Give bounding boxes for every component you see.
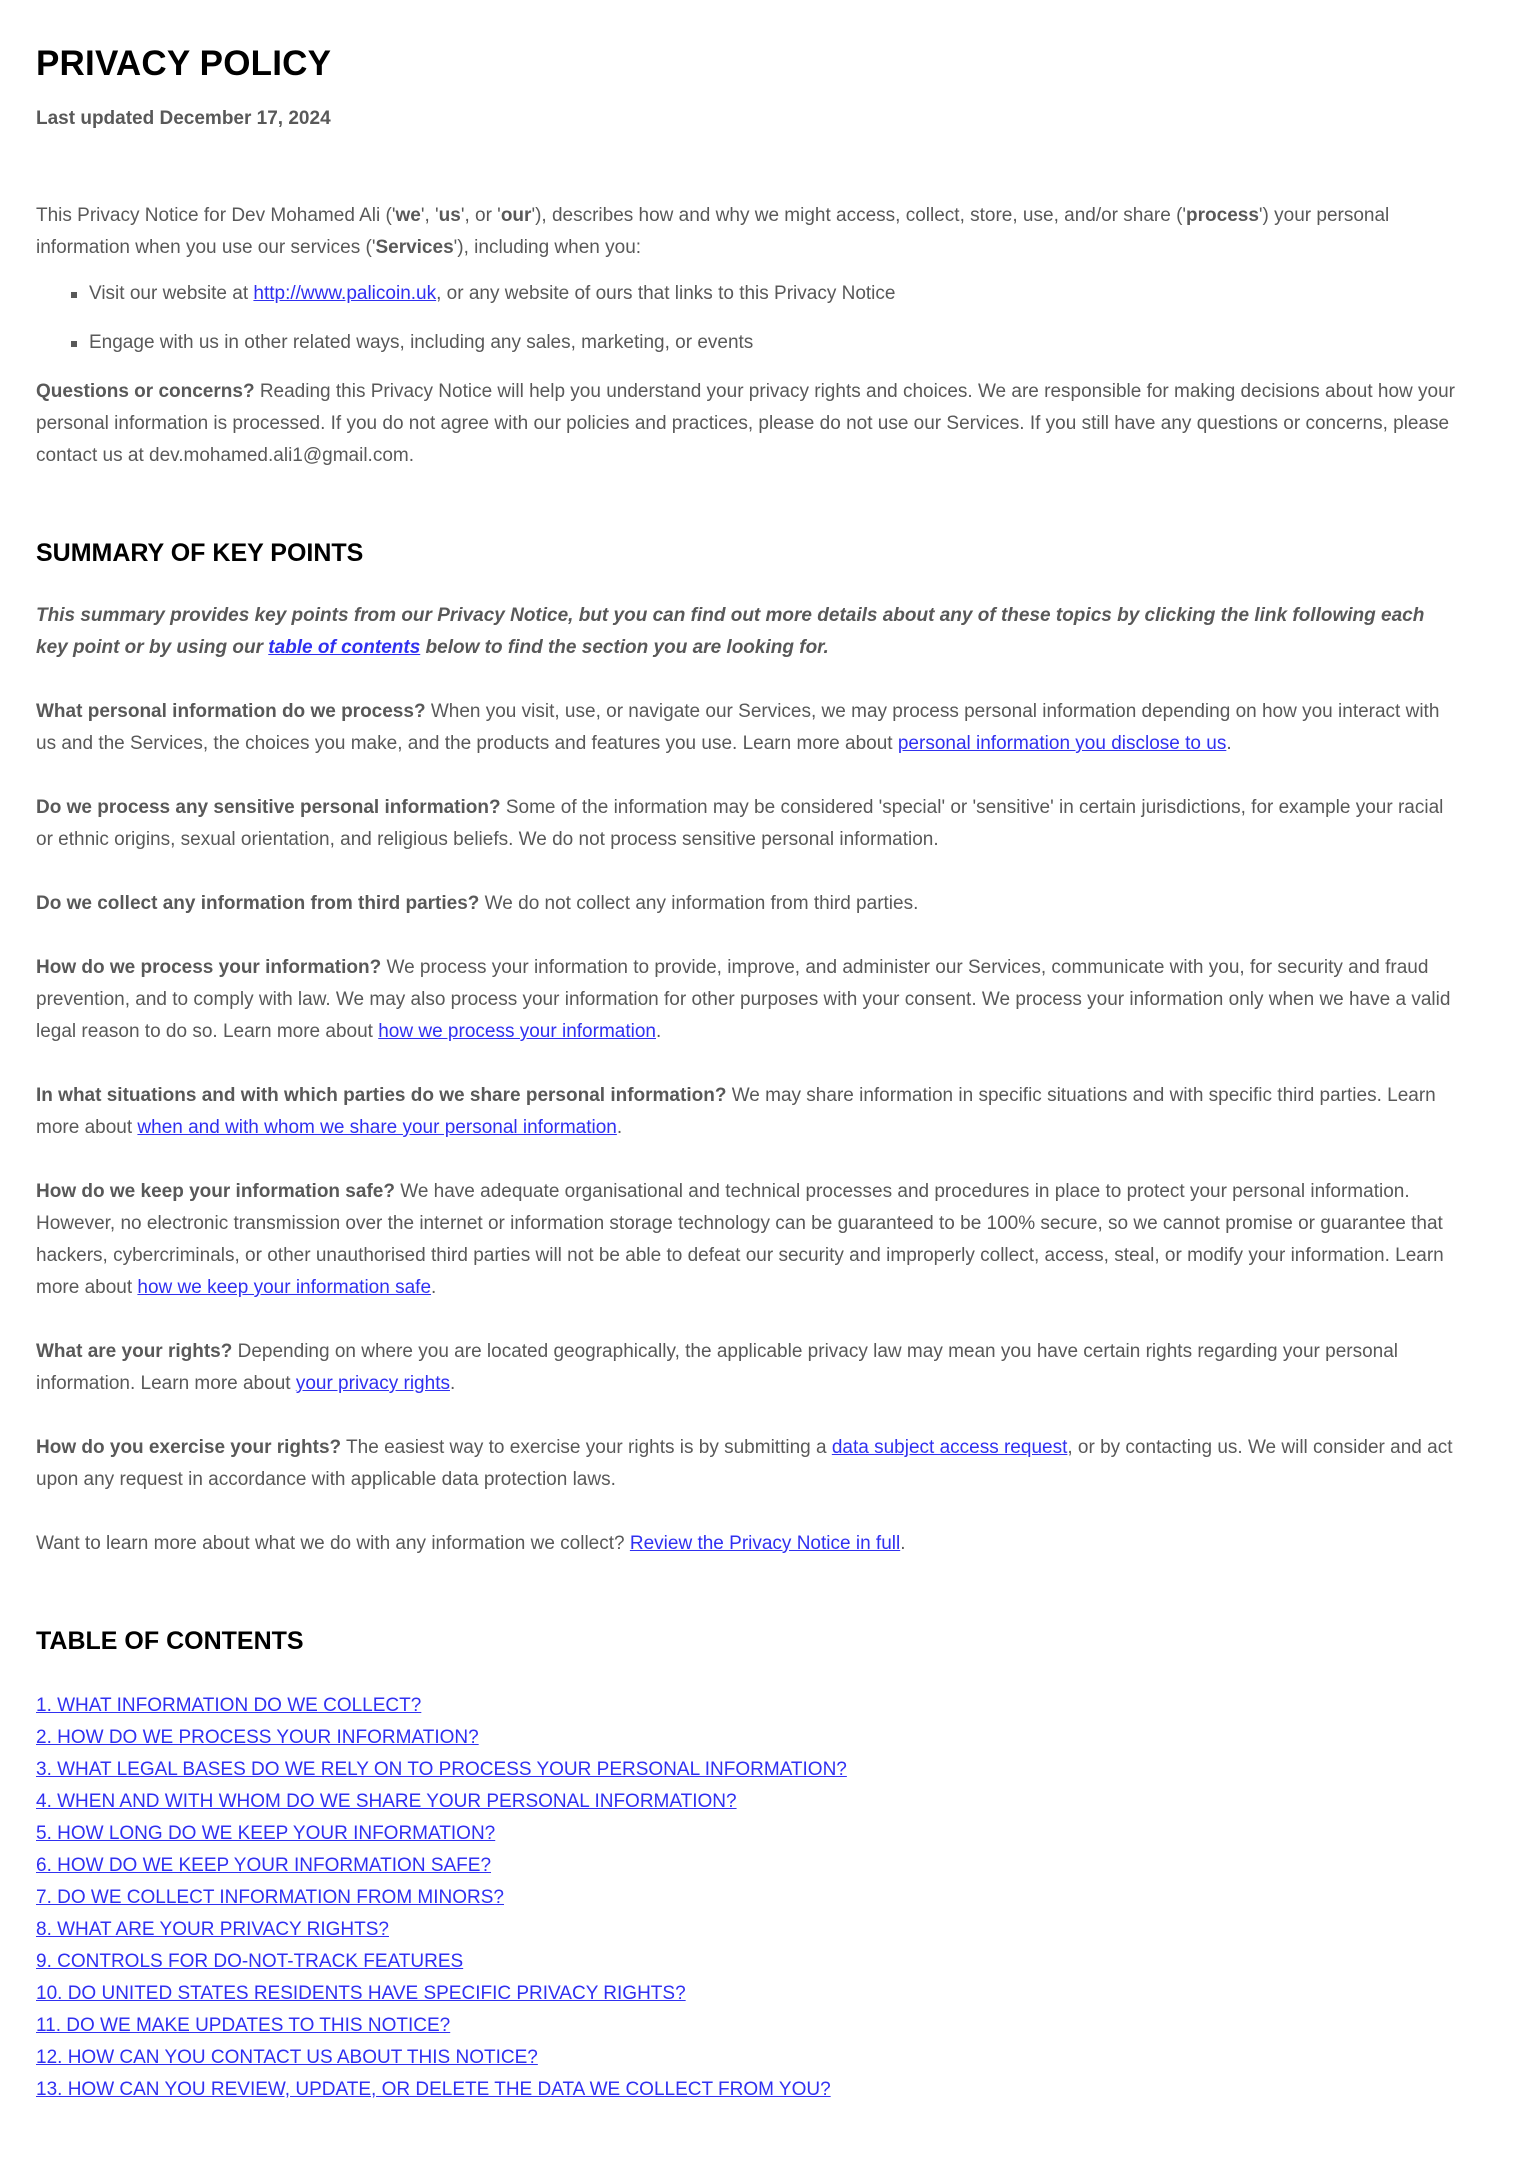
toc-link-7[interactable]: 7. DO WE COLLECT INFORMATION FROM MINORS? <box>36 1887 504 1908</box>
personal-info-link[interactable]: personal information you disclose to us <box>897 733 1227 754</box>
toc-item <box>36 1818 1456 1850</box>
intro-term-our: our <box>500 205 532 226</box>
intro-term-we: we <box>395 205 421 226</box>
website-link[interactable]: http://www.palicoin.uk <box>253 283 437 304</box>
intro-term-us: us <box>438 205 461 226</box>
key-point-question: In what situations and with which parties do we share personal information? <box>36 1085 727 1106</box>
review-full-notice-link[interactable]: Review the Privacy Notice in full <box>629 1533 901 1554</box>
toc-link-1[interactable]: 1. WHAT INFORMATION DO WE COLLECT? <box>36 1695 422 1716</box>
privacy-rights-link[interactable]: your privacy rights <box>295 1373 450 1394</box>
questions-label: Questions or concerns? <box>36 381 255 402</box>
toc-link-2[interactable]: 2. HOW DO WE PROCESS YOUR INFORMATION? <box>36 1727 479 1748</box>
key-point-question: What personal information do we process? <box>36 701 426 722</box>
toc-item <box>36 1914 1456 1946</box>
key-point-sensitive-info <box>36 792 1456 856</box>
key-point-text: The easiest way to exercise your rights is by submitting a <box>341 1437 832 1458</box>
list-item <box>89 278 1456 310</box>
key-point-question: How do you exercise your rights? <box>36 1437 342 1458</box>
toc-link-11[interactable]: 11. DO WE MAKE UPDATES TO THIS NOTICE? <box>36 2015 451 2036</box>
toc-item <box>36 1946 1456 1978</box>
intro-text: This Privacy Notice for Dev Mohamed Ali (' <box>36 205 396 226</box>
info-safe-link[interactable]: how we keep your information safe <box>137 1277 432 1298</box>
table-of-contents <box>36 1690 1456 2106</box>
key-point-text: . <box>1226 733 1232 754</box>
review-text: Want to learn more about what we do with any information we collect? <box>36 1533 630 1554</box>
data-subject-access-request-link[interactable]: data subject access request <box>831 1437 1068 1458</box>
intro-bullet-list <box>36 278 1456 359</box>
key-point-text: . <box>449 1373 456 1394</box>
toc-link-12[interactable]: 12. HOW CAN YOU CONTACT US ABOUT THIS NOTICE? <box>36 2047 538 2068</box>
toc-item <box>36 1786 1456 1818</box>
key-point-text: When you visit, use, or navigate our Services, we may process personal information depending on how you interact with us and the Services, the choices you make, and the products and features you use. Learn more about <box>36 701 1440 754</box>
toc-item <box>36 2010 1456 2042</box>
intro-text: '), including when you: <box>453 237 642 258</box>
toc-item <box>36 1690 1456 1722</box>
questions-paragraph <box>36 376 1456 472</box>
toc-link-5[interactable]: 5. HOW LONG DO WE KEEP YOUR INFORMATION? <box>36 1823 496 1844</box>
summary-heading: SUMMARY OF KEY POINTS <box>36 539 364 567</box>
key-point-text: Depending on where you are located geographically, the applicable privacy law may mean you have certain rights regarding your personal information. Learn more about <box>36 1341 1399 1394</box>
toc-link-10[interactable]: 10. DO UNITED STATES RESIDENTS HAVE SPECIFIC PRIVACY RIGHTS? <box>36 1983 686 2004</box>
questions-text: Reading this Privacy Notice will help you understand your privacy rights and choices. We are responsible for making decisions about how your personal information is processed. If you do not agree with our policies and practices, please do not use our Services. If you still have any questions or concerns, please contact us at dev.mohamed.ali1@gmail.com. <box>36 381 1455 466</box>
key-point-question: What are your rights? <box>36 1341 233 1362</box>
intro-term-process: process <box>1186 205 1259 226</box>
key-point-text: . <box>655 1021 662 1042</box>
key-point-question: Do we process any sensitive personal information? <box>36 797 501 818</box>
summary-intro <box>36 600 1456 664</box>
toc-link-13[interactable]: 13. HOW CAN YOU REVIEW, UPDATE, OR DELETE THE DATA WE COLLECT FROM YOU? <box>36 2079 831 2100</box>
bullet-text: , or any website of ours that links to this Privacy Notice <box>436 283 896 304</box>
intro-text: ') your personal information when you use our services (' <box>36 205 1390 258</box>
key-point-safety <box>36 1176 1456 1304</box>
key-point-text: . <box>616 1117 623 1138</box>
toc-item <box>36 1754 1456 1786</box>
toc-item <box>36 1882 1456 1914</box>
toc-item <box>36 1978 1456 2010</box>
key-point-third-parties <box>36 888 1456 920</box>
sharing-link[interactable]: when and with whom we share your personal information <box>137 1117 617 1138</box>
list-item: Engage with us in other related ways, including any sales, marketing, or events <box>89 327 1456 359</box>
toc-item <box>36 2042 1456 2074</box>
key-point-text: . <box>431 1277 437 1298</box>
intro-text: ', ' <box>420 205 439 226</box>
table-of-contents-link[interactable]: table of contents <box>268 637 421 658</box>
intro-text: '), describes how and why we might access, collect, store, use, and/or share (' <box>531 205 1187 226</box>
summary-intro-text: below to find the section you are looking for. <box>420 637 829 658</box>
summary-intro-text: This summary provides key points from our Privacy Notice, but you can find out more details about any of these topics by clicking the link following each key point or by using our <box>36 605 1425 658</box>
key-point-rights <box>36 1336 1456 1400</box>
key-point-question: Do we collect any information from third parties? <box>36 893 480 914</box>
toc-link-9[interactable]: 9. CONTROLS FOR DO-NOT-TRACK FEATURES <box>36 1951 464 1972</box>
page-title: PRIVACY POLICY <box>36 44 332 83</box>
review-text: . <box>900 1533 906 1554</box>
toc-link-6[interactable]: 6. HOW DO WE KEEP YOUR INFORMATION SAFE? <box>36 1855 492 1876</box>
key-point-text: We may share information in specific situations and with specific third parties. Learn more about <box>36 1085 1436 1138</box>
key-point-text: We do not collect any information from third parties. <box>479 893 919 914</box>
toc-link-4[interactable]: 4. WHEN AND WITH WHOM DO WE SHARE YOUR PERSONAL INFORMATION? <box>36 1791 737 1812</box>
toc-item <box>36 2074 1456 2106</box>
key-point-question: How do we process your information? <box>36 957 382 978</box>
key-point-text: We process your information to provide, improve, and administer our Services, communicate with you, for security and fraud prevention, and to comply with law. We may also process your information for other purposes with your consent. We process your information only when we have a valid legal reason to do so. Learn more about <box>36 957 1451 1042</box>
toc-item <box>36 1850 1456 1882</box>
toc-link-3[interactable]: 3. WHAT LEGAL BASES DO WE RELY ON TO PROCESS YOUR PERSONAL INFORMATION? <box>36 1759 847 1780</box>
key-point-sharing <box>36 1080 1456 1144</box>
review-full-notice-paragraph <box>36 1528 1456 1560</box>
key-point-personal-info <box>36 696 1456 760</box>
toc-item <box>36 1722 1456 1754</box>
key-point-text: Some of the information may be considered 'special' or 'sensitive' in certain jurisdictions, for example your racial or ethnic origins, sexual orientation, and religious beliefs. We do not process sensitive personal information. <box>36 797 1444 850</box>
toc-link-8[interactable]: 8. WHAT ARE YOUR PRIVACY RIGHTS? <box>36 1919 389 1940</box>
toc-heading: TABLE OF CONTENTS <box>36 1627 304 1655</box>
bullet-text: Visit our website at <box>89 283 254 304</box>
intro-term-services: Services <box>375 237 454 258</box>
key-point-text: , or by contacting us. We will consider and act upon any request in accordance with applicable data protection laws. <box>36 1437 1453 1490</box>
key-point-exercise-rights <box>36 1432 1456 1496</box>
how-we-process-link[interactable]: how we process your information <box>378 1021 656 1042</box>
intro-text: ', or ' <box>460 205 501 226</box>
last-updated-date: Last updated December 17, 2024 <box>36 108 331 129</box>
key-point-text: We have adequate organisational and technical processes and procedures in place to protect your personal information. However, no electronic transmission over the internet or information storage technology can be guaranteed to be 100% secure, so we cannot promise or guarantee that hackers, cybercriminals, or other unauthorised third parties will not be able to defeat our security and improperly collect, access, steal, or modify your information. Learn more about <box>36 1181 1444 1298</box>
intro-paragraph <box>36 200 1456 264</box>
key-point-processing <box>36 952 1456 1048</box>
key-point-question: How do we keep your information safe? <box>36 1181 395 1202</box>
